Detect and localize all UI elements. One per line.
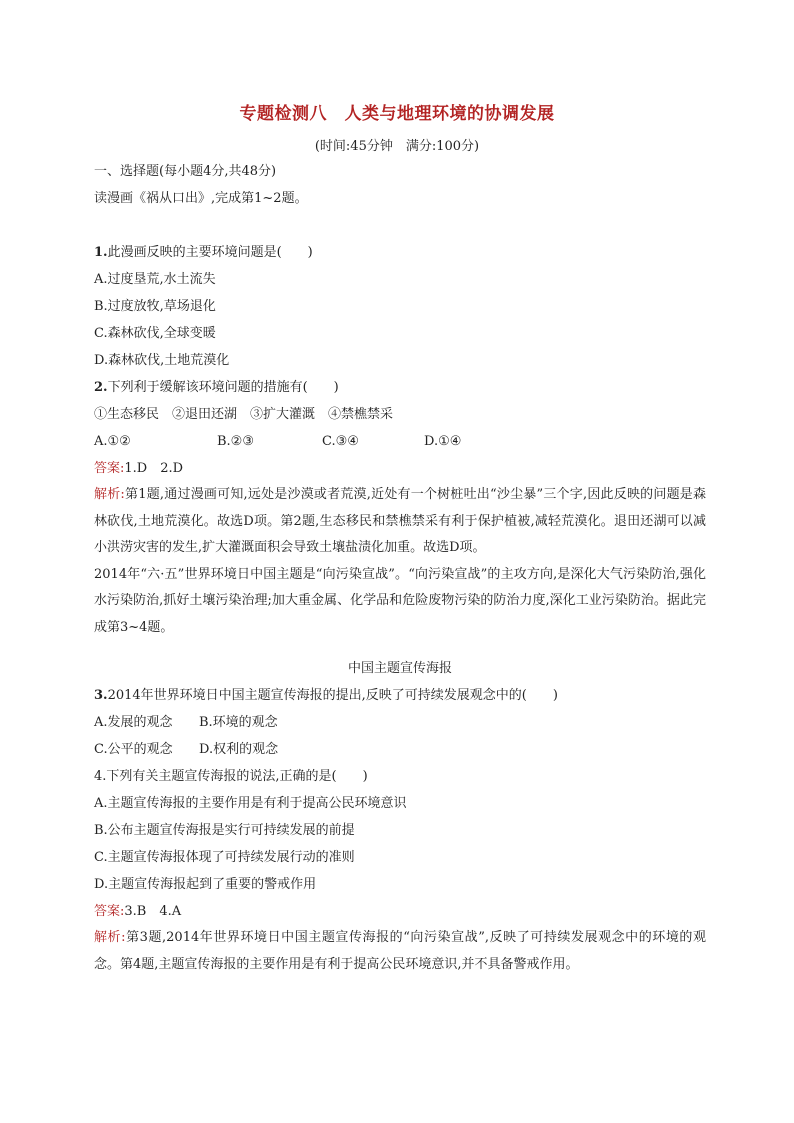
question-3-options-row-1 bbox=[94, 709, 706, 736]
analysis-2 bbox=[94, 925, 706, 978]
answer-1 bbox=[94, 455, 706, 482]
question-4 bbox=[94, 763, 706, 790]
question-2-option-d: D.①④ bbox=[424, 434, 462, 449]
poster-caption: 中国主题宣传海报 bbox=[347, 661, 452, 676]
section-heading: 一、选择题(每小题4分,共48分) bbox=[94, 164, 277, 179]
question-4-option-c: C.主题宣传海报体现了可持续发展行动的准则 bbox=[94, 850, 355, 865]
analysis-2-text: 第3题,2014年世界环境日中国主题宣传海报的“向污染宣战”,反映了可持续发展观念中的环境的观念。第4题,主题宣传海报的主要作用是有利于提高公民环境意识,并不具备警戒作用。 bbox=[94, 930, 706, 972]
question-2-options bbox=[94, 428, 706, 455]
question-3-option-a: A.发展的观念 bbox=[94, 715, 173, 730]
answer-1-label: 答案: bbox=[94, 461, 125, 476]
question-3-options-row-2 bbox=[94, 736, 706, 763]
question-3-number: 3. bbox=[94, 688, 108, 703]
question-2-measures: ①生态移民 ②退田还湖 ③扩大灌溉 ④禁樵禁采 bbox=[94, 407, 394, 422]
question-2-option-c: C.③④ bbox=[322, 434, 359, 449]
question-1-option-a: A.过度垦荒,水土流失 bbox=[94, 272, 216, 287]
question-1-number: 1. bbox=[94, 245, 108, 260]
page-title: 专题检测八 人类与地理环境的协调发展 bbox=[239, 104, 555, 124]
question-2 bbox=[94, 374, 706, 401]
analysis-2-label: 解析: bbox=[94, 930, 126, 945]
cartoon-placeholder bbox=[94, 212, 706, 239]
answer-2-label: 答案: bbox=[94, 904, 125, 919]
question-2-option-b: B.②③ bbox=[217, 434, 254, 449]
question-4-option-b: B.公布主题宣传海报是实行可持续发展的前提 bbox=[94, 823, 355, 838]
exam-duration-score: (时间:45分钟 满分:100分) bbox=[314, 139, 480, 154]
intro-text-2: 2014年“六·五”世界环境日中国主题是“向污染宣战”。“向污染宣战”的主攻方向,是深化大气污染防治,强化水污染防治,抓好土壤污染治理;加大重金属、化学品和危险废物污染的防治力度,深化工业污染防治。据此完成第3~4题。 bbox=[94, 566, 706, 635]
analysis-1-label: 解析: bbox=[94, 487, 125, 502]
answer-1-text: 1.D 2.D bbox=[124, 461, 184, 476]
question-2-number: 2. bbox=[94, 380, 108, 395]
intro-text-1: 读漫画《祸从口出》,完成第1~2题。 bbox=[94, 191, 308, 206]
question-3-option-d: D.权利的观念 bbox=[199, 742, 279, 757]
question-3-stem: 2014年世界环境日中国主题宣传海报的提出,反映了可持续发展观念中的( ) bbox=[107, 688, 558, 703]
analysis-1-text: 第1题,通过漫画可知,远处是沙漠或者荒漠,近处有一个树桩吐出“沙尘暴”三个字,因此反映的问题是森林砍伐,土地荒漠化。故选D项。第2题,生态移民和禁樵禁采有利于保护植被,减轻荒漠化。退田还湖可以减小洪涝灾害的发生,扩大灌溉面积会导致土壤盐渍化加重。故选D项。 bbox=[94, 487, 707, 555]
question-1-stem: 此漫画反映的主要环境问题是( ) bbox=[107, 245, 313, 260]
question-3-option-c: C.公平的观念 bbox=[94, 742, 173, 757]
question-2-option-a: A.①② bbox=[94, 434, 131, 449]
document-body bbox=[94, 158, 706, 978]
question-4-option-d: D.主题宣传海报起到了重要的警戒作用 bbox=[94, 877, 317, 892]
question-1-option-d: D.森林砍伐,土地荒漠化 bbox=[94, 353, 230, 368]
question-4-stem: 下列有关主题宣传海报的说法,正确的是( ) bbox=[106, 769, 368, 784]
question-1-option-b: B.过度放牧,草场退化 bbox=[94, 299, 216, 314]
answer-2-text: 3.B 4.A bbox=[124, 904, 182, 919]
question-3 bbox=[94, 682, 706, 709]
question-1 bbox=[94, 239, 706, 266]
answer-2 bbox=[94, 898, 706, 925]
question-1-option-c: C.森林砍伐,全球变暖 bbox=[94, 326, 216, 341]
question-3-option-b: B.环境的观念 bbox=[199, 715, 278, 730]
question-4-number: 4. bbox=[94, 769, 107, 784]
question-4-option-a: A.主题宣传海报的主要作用是有利于提高公民环境意识 bbox=[94, 796, 407, 811]
analysis-1 bbox=[94, 482, 706, 562]
question-2-stem: 下列利于缓解该环境问题的措施有( ) bbox=[107, 380, 339, 395]
